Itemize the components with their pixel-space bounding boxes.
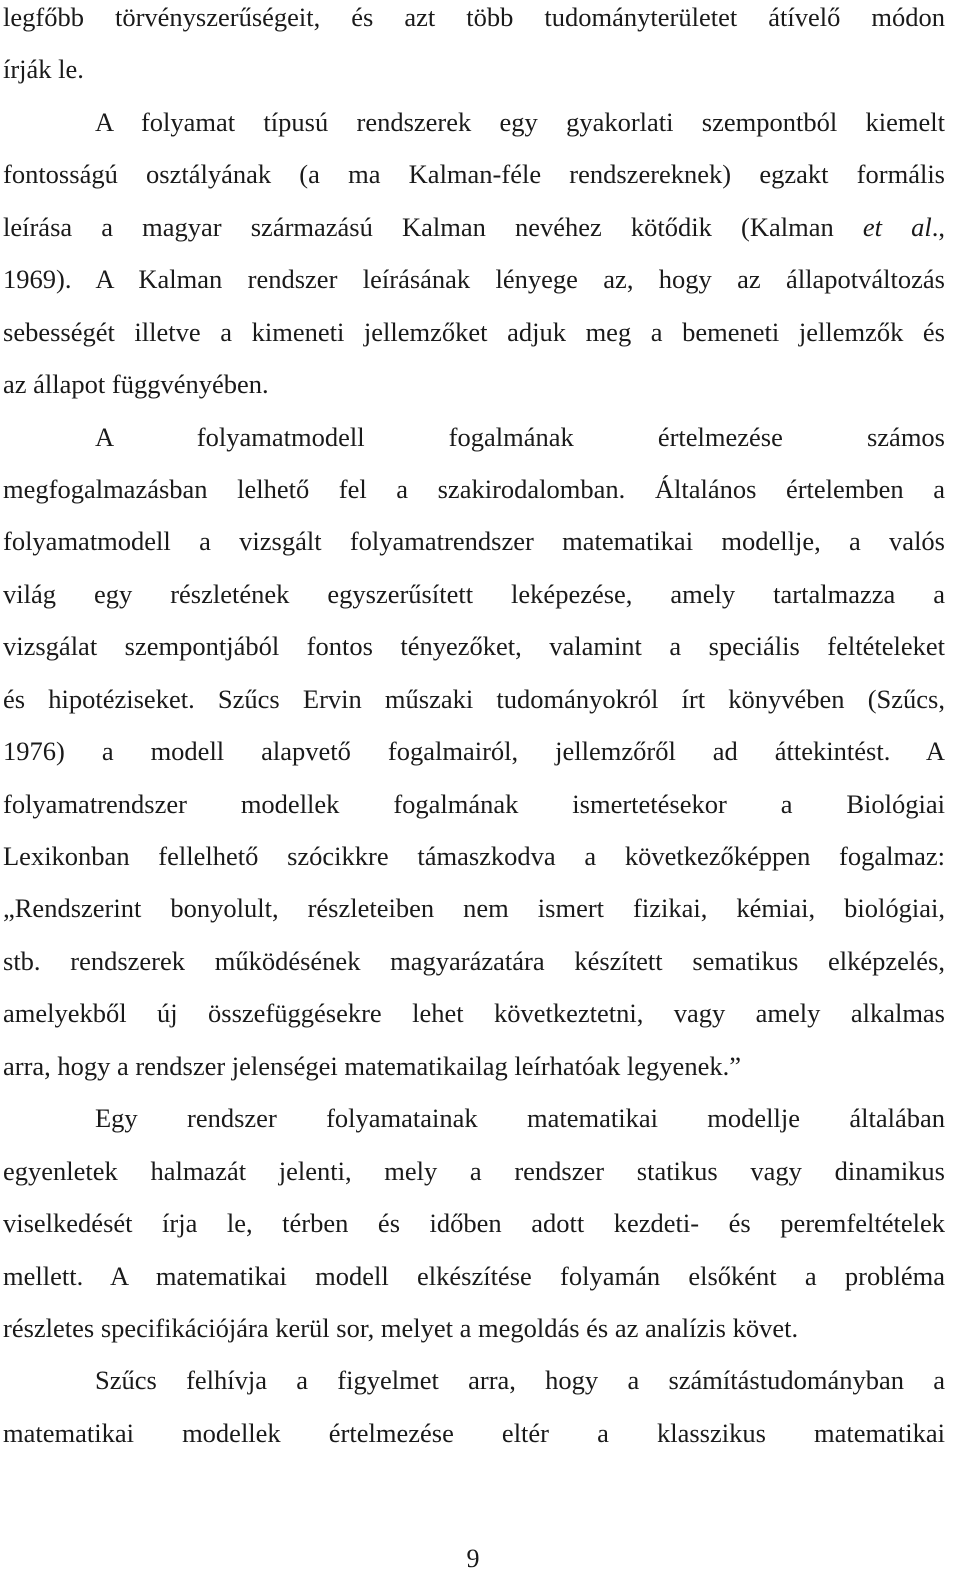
text-line: fontosságú osztályának (a ma Kalman-féle rendszereknek) egzakt formális (3, 159, 945, 190)
paragraph (3, 420, 945, 1102)
paragraph (3, 1363, 945, 1468)
paragraph (3, 0, 945, 105)
text-line: egyenletek halmazát jelenti, mely a rendszer statikus vagy dinamikus (3, 1155, 945, 1186)
page-number: 9 (466, 1544, 480, 1573)
text-line: sebességét illetve a kimeneti jellemzőket adjuk meg a bemeneti jellemzők és (3, 316, 945, 347)
text-line: megfogalmazásban lelhető fel a szakirodalomban. Általános értelemben a (3, 473, 945, 504)
text-line: A folyamatmodell fogalmának értelmezése számos (95, 421, 945, 452)
text-line: mellett. A matematikai modell elkészítése folyamán elsőként a probléma (3, 1260, 945, 1291)
text-line: 1976) a modell alapvető fogalmairól, jellemzőről ad áttekintést. A (3, 736, 945, 767)
italic-text: et al (862, 211, 932, 242)
text-line: vizsgálat szempontjából fontos tényezőket, valamint a speciális feltételeket (3, 631, 945, 662)
paragraph (3, 105, 945, 420)
text-segment: ., (931, 211, 945, 242)
text-line: az állapot függvényében. (3, 369, 269, 400)
text-line: és hipotéziseket. Szűcs Ervin műszaki tudományokról írt könyvében (Szűcs, (3, 683, 945, 714)
text-line: részletes specifikációjára kerül sor, melyet a megoldás és az analízis követ. (3, 1312, 799, 1343)
text-line: világ egy részletének egyszerűsített leképezése, amely tartalmazza a (3, 578, 945, 609)
text-line: Szűcs felhívja a figyelmet arra, hogy a számítástudományban a (95, 1365, 945, 1396)
text-line: stb. rendszerek működésének magyarázatára készített sematikus elképzelés, (3, 945, 945, 976)
text-segment: leírása a magyar származású Kalman nevéhez kötődik (Kalman (3, 211, 863, 242)
text-line: Lexikonban fellelhető szócikkre támaszkodva a következőképpen fogalmaz: (3, 841, 945, 871)
text-line: Egy rendszer folyamatainak matematikai modellje általában (95, 1103, 945, 1134)
text-line: 1969). A Kalman rendszer leírásának lényege az, hogy az állapotváltozás (3, 264, 945, 295)
text-line: arra, hogy a rendszer jelenségei matematikailag leírhatóak legyenek.” (3, 1050, 741, 1081)
text-line: írják le. (3, 54, 84, 85)
text-line: legfőbb törvényszerűségeit, és azt több tudományterületet átívelő módon (3, 2, 945, 32)
text-line: matematikai modellek értelmezése eltér a klasszikus matematikai (3, 1417, 945, 1448)
text-line: folyamatrendszer modellek fogalmának ismertetésekor a Biológiai (3, 788, 945, 819)
text-line: „Rendszerint bonyolult, részleteiben nem ismert fizikai, kémiai, biológiai, (3, 893, 945, 924)
text-line (3, 210, 945, 262)
text-line: A folyamat típusú rendszerek egy gyakorlati szempontból kiemelt (95, 106, 945, 137)
text-line: viselkedését írja le, térben és időben adott kezdeti- és peremfeltételek (3, 1208, 945, 1239)
body-text (3, 0, 945, 1468)
paragraph (3, 1101, 945, 1363)
text-line: amelyekből új összefüggésekre lehet következtetni, vagy amely alkalmas (3, 998, 945, 1029)
text-line: folyamatmodell a vizsgált folyamatrendszer matematikai modellje, a valós (3, 526, 945, 557)
